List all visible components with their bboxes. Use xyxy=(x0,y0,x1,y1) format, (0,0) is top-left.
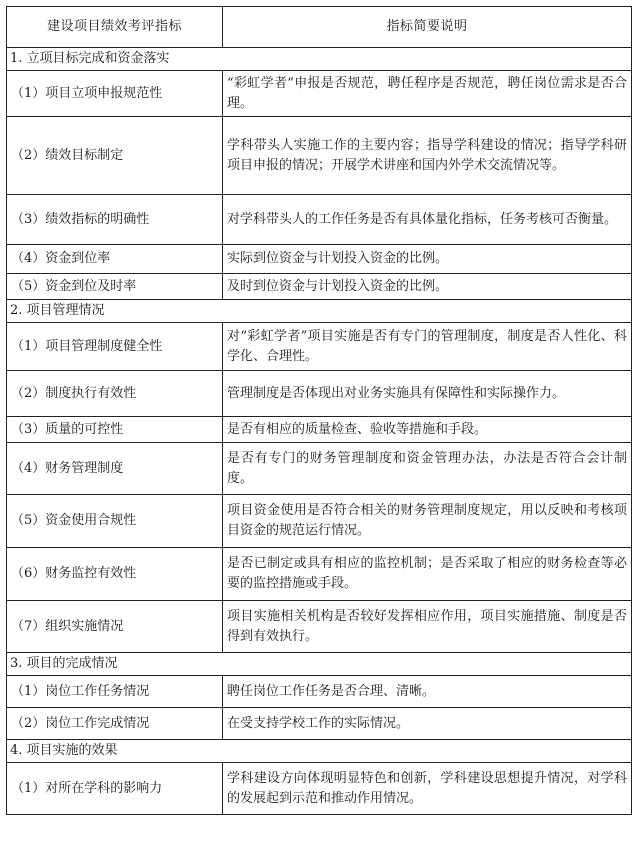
description-cell: 项目资金使用是否符合相关的财务管理制度规定，用以反映和考核项目资金的规范运行情况。 xyxy=(223,495,632,548)
indicator-cell: （1）岗位工作任务情况 xyxy=(7,676,223,708)
table-row xyxy=(7,763,632,815)
indicator-cell: （6）财务监控有效性 xyxy=(7,548,223,601)
table-header-row xyxy=(7,7,632,48)
indicator-cell: （1）项目立项申报规范性 xyxy=(7,71,223,117)
description-cell: 对“彩虹学者”项目实施是否有专门的管理制度，制度是否人性化、科学化、合理性。 xyxy=(223,323,632,371)
description-cell: 在受支持学校工作的实际情况。 xyxy=(223,708,632,740)
description-cell: 项目实施相关机构是否较好发挥相应作用，项目实施措施、制度是否得到有效执行。 xyxy=(223,601,632,653)
description-cell: 学科建设方向体现明显特色和创新，学科建设思想提升情况，对学科的发展起到示范和推动作用情况。 xyxy=(223,763,632,815)
description-cell: 学科带头人实施工作的主要内容；指导学科建设的情况；指导学科研项目申报的情况；开展学术讲座和国内外学术交流情况等。 xyxy=(223,117,632,195)
header-indicator: 建设项目绩效考评指标 xyxy=(7,7,223,48)
indicator-cell: （7）组织实施情况 xyxy=(7,601,223,653)
table-row xyxy=(7,274,632,300)
indicator-cell: （4）财务管理制度 xyxy=(7,443,223,495)
section-title: 2. 项目管理情况 xyxy=(7,300,632,323)
table-row xyxy=(7,323,632,371)
indicator-cell: （3）质量的可控性 xyxy=(7,417,223,443)
table-row xyxy=(7,245,632,274)
description-cell: 实际到位资金与计划投入资金的比例。 xyxy=(223,245,632,274)
indicator-cell: （2）绩效目标制定 xyxy=(7,117,223,195)
table-row xyxy=(7,371,632,417)
table-row xyxy=(7,195,632,245)
table-row xyxy=(7,417,632,443)
description-cell: “彩虹学者”申报是否规范，聘任程序是否规范，聘任岗位需求是否合理。 xyxy=(223,71,632,117)
table-row xyxy=(7,548,632,601)
indicator-cell: （2）岗位工作完成情况 xyxy=(7,708,223,740)
section-row xyxy=(7,740,632,763)
indicator-cell: （5）资金使用合规性 xyxy=(7,495,223,548)
description-cell: 及时到位资金与计划投入资金的比例。 xyxy=(223,274,632,300)
header-description: 指标简要说明 xyxy=(223,7,632,48)
description-cell: 对学科带头人的工作任务是否有具体量化指标，任务考核可否衡量。 xyxy=(223,195,632,245)
table-row xyxy=(7,117,632,195)
indicator-cell: （2）制度执行有效性 xyxy=(7,371,223,417)
section-row xyxy=(7,48,632,71)
indicator-cell: （4）资金到位率 xyxy=(7,245,223,274)
indicator-cell: （1）对所在学科的影响力 xyxy=(7,763,223,815)
section-title: 1. 立项目标完成和资金落实 xyxy=(7,48,632,71)
section-row xyxy=(7,300,632,323)
section-row xyxy=(7,653,632,676)
description-cell: 管理制度是否体现出对业务实施具有保障性和实际操作力。 xyxy=(223,371,632,417)
table-row xyxy=(7,71,632,117)
table-row xyxy=(7,601,632,653)
description-cell: 是否有专门的财务管理制度和资金管理办法，办法是否符合会计制度。 xyxy=(223,443,632,495)
table-row xyxy=(7,708,632,740)
evaluation-table xyxy=(6,6,632,815)
description-cell: 聘任岗位工作任务是否合理、清晰。 xyxy=(223,676,632,708)
table-row xyxy=(7,495,632,548)
description-cell: 是否有相应的质量检查、验收等措施和手段。 xyxy=(223,417,632,443)
table-row xyxy=(7,443,632,495)
section-title: 3. 项目的完成情况 xyxy=(7,653,632,676)
indicator-cell: （5）资金到位及时率 xyxy=(7,274,223,300)
indicator-cell: （1）项目管理制度健全性 xyxy=(7,323,223,371)
section-title: 4. 项目实施的效果 xyxy=(7,740,632,763)
table-row xyxy=(7,676,632,708)
description-cell: 是否已制定或具有相应的监控机制；是否采取了相应的财务检查等必要的监控措施或手段。 xyxy=(223,548,632,601)
indicator-cell: （3）绩效指标的明确性 xyxy=(7,195,223,245)
